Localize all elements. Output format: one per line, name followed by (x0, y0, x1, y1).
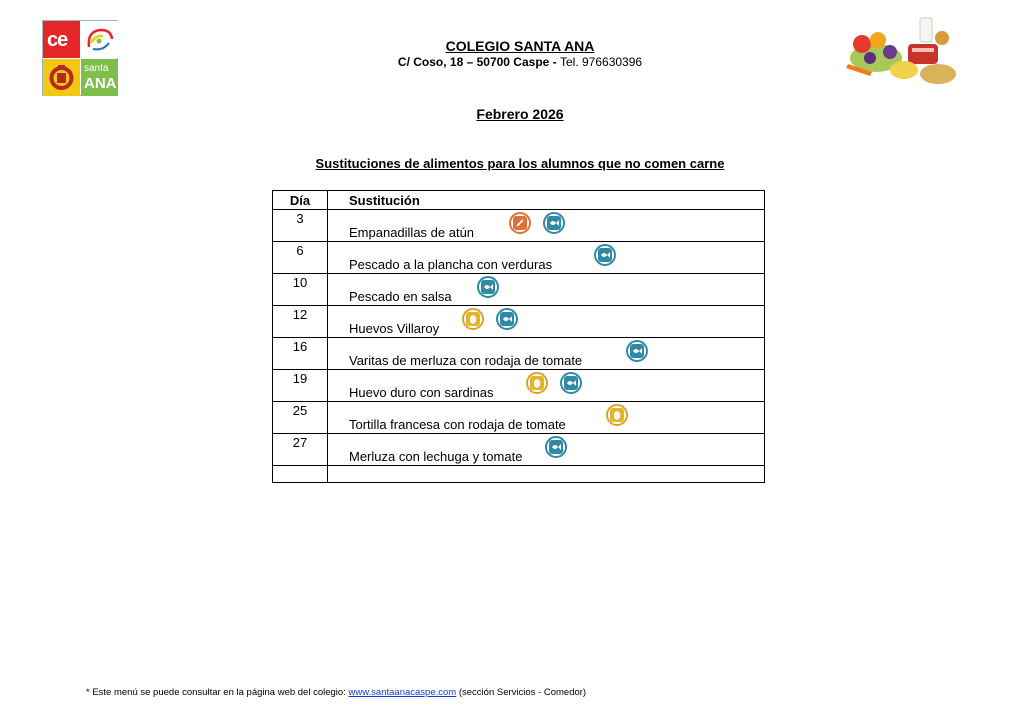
day-cell: 16 (273, 338, 328, 370)
dish-cell (328, 274, 765, 306)
table-row (273, 242, 765, 274)
school-name: COLEGIO SANTA ANA (445, 38, 595, 54)
fish-icon (543, 212, 565, 234)
egg-icon (462, 308, 484, 330)
footer-note (86, 687, 586, 698)
dish-name: Varitas de merluza con rodaja de tomate (349, 353, 583, 368)
day-cell: 6 (273, 242, 328, 274)
fish-icon-glyph (630, 344, 644, 358)
dish-cell (328, 338, 765, 370)
day-cell: 25 (273, 402, 328, 434)
egg-icon-glyph (466, 312, 480, 326)
fish-icon-glyph (500, 312, 514, 326)
table-row (273, 402, 765, 434)
website-link[interactable]: www.santaanacaspe.com (348, 687, 457, 698)
dish-name: Tortilla francesa con rodaja de tomate (349, 417, 566, 432)
fish-icon-glyph (564, 376, 578, 390)
substitutions-table (272, 190, 765, 483)
table-header-row (273, 191, 765, 210)
dish-name: Pescado a la plancha con verduras (349, 257, 553, 272)
phone-text: Tel. 976630396 (560, 55, 643, 69)
header-day: Día (273, 191, 328, 210)
table-row (273, 370, 765, 402)
fish-icon (545, 436, 567, 458)
footer-suffix: (sección Servicios - Comedor) (458, 687, 587, 698)
table-row (273, 338, 765, 370)
dish-name: Pescado en salsa (349, 289, 452, 304)
dish-cell (328, 434, 765, 466)
egg-icon-glyph (530, 376, 544, 390)
gluten-icon-glyph (513, 216, 527, 230)
header-substitution: Sustitución (328, 191, 765, 210)
dish-cell (328, 402, 765, 434)
dish-name: Huevos Villaroy (349, 321, 440, 336)
logo-ana-text: ANA (84, 75, 117, 92)
table-row (273, 274, 765, 306)
table-row (273, 210, 765, 242)
menu-month: Febrero 2026 (476, 106, 564, 122)
egg-icon (526, 372, 548, 394)
fish-icon-glyph (547, 216, 561, 230)
dish-cell (328, 306, 765, 338)
dish-cell (328, 242, 765, 274)
logo-ce-text: ce (47, 29, 68, 51)
footer-prefix: * Este menú se puede consultar en la página web del colegio: (86, 687, 346, 698)
gluten-icon (509, 212, 531, 234)
day-cell: 27 (273, 434, 328, 466)
fish-icon-glyph (481, 280, 495, 294)
day-cell: 19 (273, 370, 328, 402)
fish-icon (560, 372, 582, 394)
egg-icon (606, 404, 628, 426)
table-subtitle: Sustituciones de alimentos para los alumnos que no comen carne (315, 156, 725, 171)
day-cell: 3 (273, 210, 328, 242)
fish-icon (477, 276, 499, 298)
fish-icon (626, 340, 648, 362)
egg-icon-glyph (610, 408, 624, 422)
address-text: C/ Coso, 18 – 50700 Caspe - (397, 55, 557, 69)
fish-icon (594, 244, 616, 266)
school-address (0, 55, 1024, 69)
dish-cell (328, 370, 765, 402)
fish-icon (496, 308, 518, 330)
table-row (273, 434, 765, 466)
day-cell: 10 (273, 274, 328, 306)
dish-name: Empanadillas de atún (349, 225, 475, 240)
dish-name: Merluza con lechuga y tomate (349, 449, 523, 464)
empty-day-cell (273, 466, 328, 483)
dish-name: Huevo duro con sardinas (349, 385, 494, 400)
dish-cell (328, 210, 765, 242)
empty-dish-cell (328, 466, 765, 483)
logo-santa-text: santa (84, 63, 109, 74)
empty-row (273, 466, 765, 483)
fish-icon-glyph (598, 248, 612, 262)
fish-icon-glyph (549, 440, 563, 454)
table-row (273, 306, 765, 338)
day-cell: 12 (273, 306, 328, 338)
